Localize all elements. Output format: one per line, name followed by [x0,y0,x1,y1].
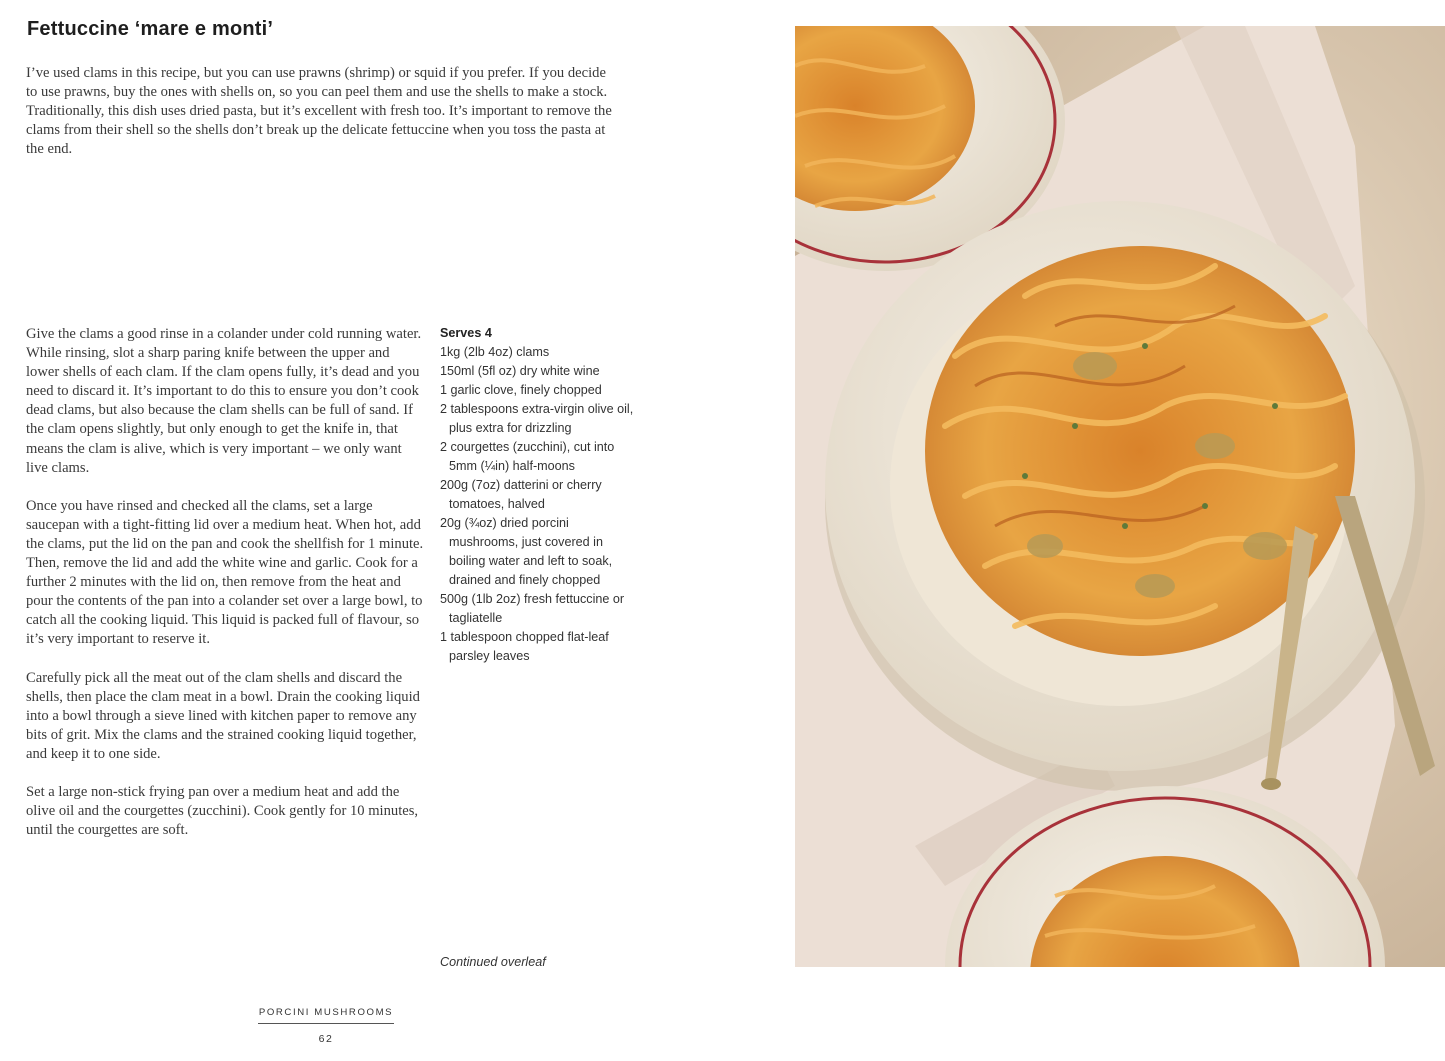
method-step: Give the clams a good rinse in a colander under cold running water. While rinsing, slot a sharp paring knife between the upper and lower shells of each clam. If the clam opens fully, it’s dead and you need to discard it. It’s important to do this to ensure you don’t cook dead clams, but also because the clam shells can be full of sand. If the clam opens slightly, but only enough to get the knife in, that means the clam is alive, which is very important – we only want live clams. [26,326,422,476]
ingredient-item: 1 garlic clove, finely chopped [440,383,602,397]
ingredient-item: 500g (1lb 2oz) fresh fettuccine or tagliatelle [440,592,625,625]
recipe-intro: I’ve used clams in this recipe, but you can use prawns (shrimp) or squid if you prefer. If you decide to use prawns, buy the ones with shells on, so you can peel them and use the shells to make a stock. Traditionally, this dish uses dried pasta, but it’s excellent with fresh too. It’s important to remove the clams from their shell so the shells don’t break up the delicate fettuccine when you toss the pasta at the end. [26,65,612,158]
serves-label: Serves 4 [440,326,492,340]
page-number: 62 [318,1033,334,1045]
ingredient-item: 200g (7oz) datterini or cherry tomatoes, halved [440,478,602,511]
ingredient-item: 20g (¾oz) dried porcini mushrooms, just covered in boiling water and left to soak, drained and finely chopped [440,516,613,587]
pasta-illustration [795,26,1445,967]
ingredient-item: 150ml (5fl oz) dry white wine [440,364,600,378]
method-step: Once you have rinsed and checked all the clams, set a large saucepan with a tight-fitting lid over a medium heat. When hot, add the clams, put the lid on the pan and cook the shellfish for 1 minute. Then, remove the lid and add the white wine and garlic. Cook for a further 2 minutes with the lid on, then remove from the heat and pour the contents of the pan into a colander set over a large bowl, to catch all the cooking liquid. This liquid is packed full of flavour, so it’s very important to reserve it. [26,497,424,648]
continued-overleaf: Continued overleaf [440,955,546,969]
pasta-photo [795,26,1445,967]
method-step: Set a large non-stick frying pan over a medium heat and add the olive oil and the courgettes (zucchini). Cook gently for 10 minutes, until the courgettes are soft. [26,783,419,839]
ingredient-item: 2 tablespoons extra-virgin olive oil, plus extra for drizzling [440,402,634,435]
method-step: Carefully pick all the meat out of the clam shells and discard the shells, then place the clam meat in a bowl. Drain the cooking liquid into a bowl through a sieve lined with kitchen paper to remove any bits of grit. Mix the clams and the strained cooking liquid together, and keep it to one side. [26,669,420,762]
ingredient-item: 1 tablespoon chopped flat-leaf parsley leaves [440,630,609,663]
method-column [26,325,424,859]
recipe-title: Fettuccine ‘mare e monti’ [27,18,274,40]
ingredient-item: 2 courgettes (zucchini), cut into 5mm (¼in) half-moons [440,440,615,473]
chapter-title: PORCINI MUSHROOMS [258,1007,394,1024]
ingredients-list [440,324,640,666]
ingredient-item: 1kg (2lb 4oz) clams [440,345,550,359]
